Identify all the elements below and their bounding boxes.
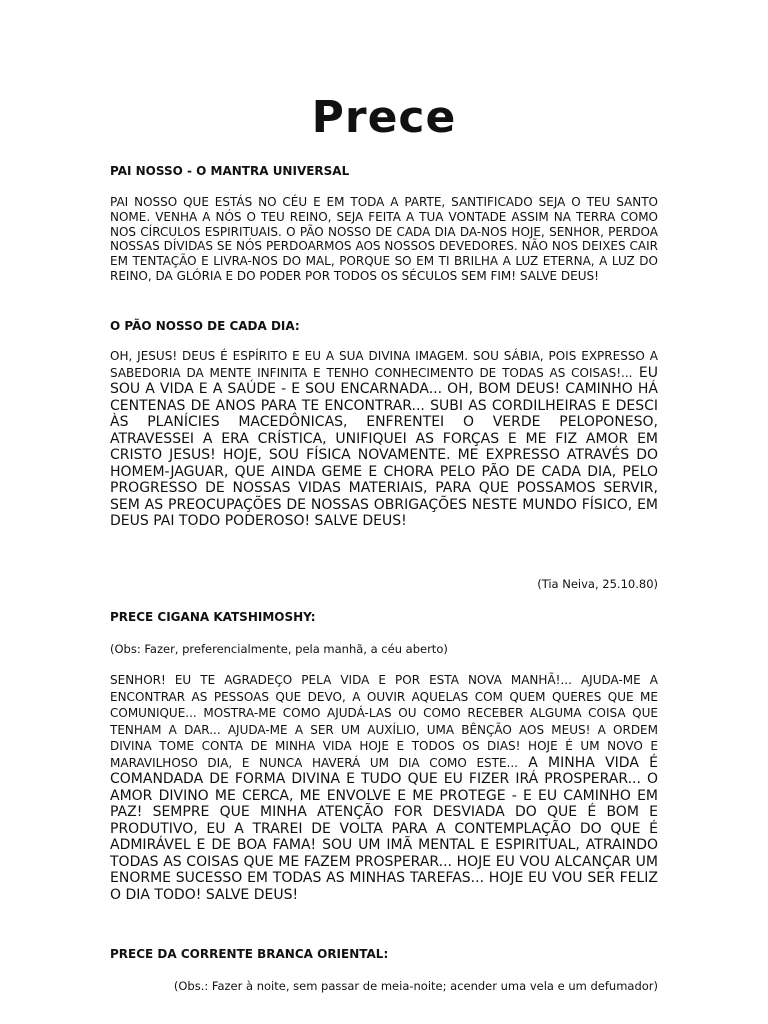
prayer-text-cigana-large: A MINHA VIDA É COMANDADA DE FORMA DIVINA E TUDO QUE EU FIZER IRÁ PROSPERAR... O AMOR DIVINO ME CERCA, ME ENVOLVE E ME PROTEGE - E EU CAMINHO EM PAZ! SEMPRE QUE MINHA ATENÇÃO FOR DESVIADA DO QUE É BOM E PRODUTIVO, EU A TRAREI DE VOLTA PARA A CONTEMPLAÇÃO DO QUE É ADMIRÁVEL E DE BOA FAMA! SOU UM IMÃ MENTAL E ESPIRITUAL, ATRAINDO TODAS AS COISAS QUE ME FAZEM PROSPERAR... HOJE EU VOU ALCANÇAR UM ENORME SUCESSO EM TODAS AS MINHAS TAREFAS... HOJE EU VOU SER FELIZ O DIA TODO! SALVE DEUS! — [110, 754, 658, 903]
section-heading-pai-nosso: PAI NOSSO - O MANTRA UNIVERSAL — [110, 164, 350, 178]
section-heading-pao-nosso: O PÃO NOSSO DE CADA DIA: — [110, 319, 300, 333]
page-title: Prece — [311, 92, 457, 143]
note-corrente-branca: (Obs.: Fazer à noite, sem passar de meia-noite; acender uma vela e um defumador) — [173, 979, 658, 993]
section-heading-corrente-branca: PRECE DA CORRENTE BRANCA ORIENTAL: — [110, 947, 389, 961]
prayer-text-cigana — [110, 672, 658, 903]
attribution: (Tia Neiva, 25.10.80) — [537, 577, 658, 591]
prayer-text-pao-nosso-small: OH, JESUS! DEUS É ESPÍRITO E EU A SUA DIVINA IMAGEM. SOU SÁBIA, POIS EXPRESSO A SABEDORIA DA MENTE INFINITA E TENHO CONHECIMENTO DE TODAS AS COISAS!... — [110, 349, 658, 380]
note-cigana: (Obs: Fazer, preferencialmente, pela manhã, a céu aberto) — [110, 642, 448, 656]
section-heading-cigana: PRECE CIGANA KATSHIMOSHY: — [110, 610, 316, 624]
prayer-text-cigana-small: SENHOR! EU TE AGRADEÇO PELA VIDA E POR ESTA NOVA MANHÃ!... AJUDA-ME A ENCONTRAR AS PESSOAS QUE DEVO, A OUVIR AQUELAS COM QUEM QUERES QUE ME COMUNIQUE... MOSTRA-ME COMO AJUDÁ-LAS OU COMO RECEBER ALGUMA COISA QUE TENHAM A DAR... AJUDA-ME A SER UM AUXÍLIO, UMA BÊNÇÃO AOS MEUS! A ORDEM DIVINA TOME CONTA DE MINHA VIDA HOJE E TODOS OS DIAS! HOJE É UM NOVO E MARAVILHOSO DIA, E NUNCA HAVERÁ UM DIA COMO ESTE... — [110, 673, 658, 770]
prayer-text-pao-nosso — [110, 348, 658, 530]
prayer-text-pai-nosso: PAI NOSSO QUE ESTÁS NO CÉU E EM TODA A PARTE, SANTIFICADO SEJA O TEU SANTO NOME. VENHA A NÓS O TEU REINO, SEJA FEITA A TUA VONTADE ASSIM NA TERRA COMO NOS CÍRCULOS ESPIRITUAIS. O PÃO NOSSO DE CADA DIA DA-NOS HOJE, SENHOR, PERDOA NOSSAS DÍVIDAS SE NÓS PERDOARMOS AOS NOSSOS DEVEDORES. NÃO NOS DEIXES CAIR EM TENTAÇÃO E LIVRA-NOS DO MAL, PORQUE SO EM TI BRILHA A LUZ ETERNA, A LUZ DO REINO, DA GLÓRIA E DO PODER POR TODOS OS SÉCULOS SEM FIM! SALVE DEUS! — [110, 195, 658, 283]
prayer-text-pao-nosso-large: EU SOU A VIDA E A SAÚDE - E SOU ENCARNADA... OH, BOM DEUS! CAMINHO HÁ CENTENAS DE ANOS PARA TE ENCONTRAR... SUBI AS CORDILHEIRAS E DESCI ÀS PLANÍCIES MACEDÔNICAS, ENFRENTEI O VERDE PELOPONESO, ATRAVESSEI A ERA CRÍSTICA, UNIFIQUEI AS FORÇAS E ME FIZ AMOR EM CRISTO JESUS! HOJE, SOU FÍSICA NOVAMENTE. ME EXPRESSO ATRAVÉS DO HOMEM-JAGUAR, QUE AINDA GEME E CHORA PELO PÃO DE CADA DIA, PELO PROGRESSO DE NOSSAS VIDAS MATERIAIS, PARA QUE POSSAMOS SERVIR, SEM AS PREOCUPAÇÕES DE NOSSAS OBRIGAÇÕES NESTE MUNDO FÍSICO, EM DEUS PAI TODO PODEROSO! SALVE DEUS! — [110, 364, 658, 529]
